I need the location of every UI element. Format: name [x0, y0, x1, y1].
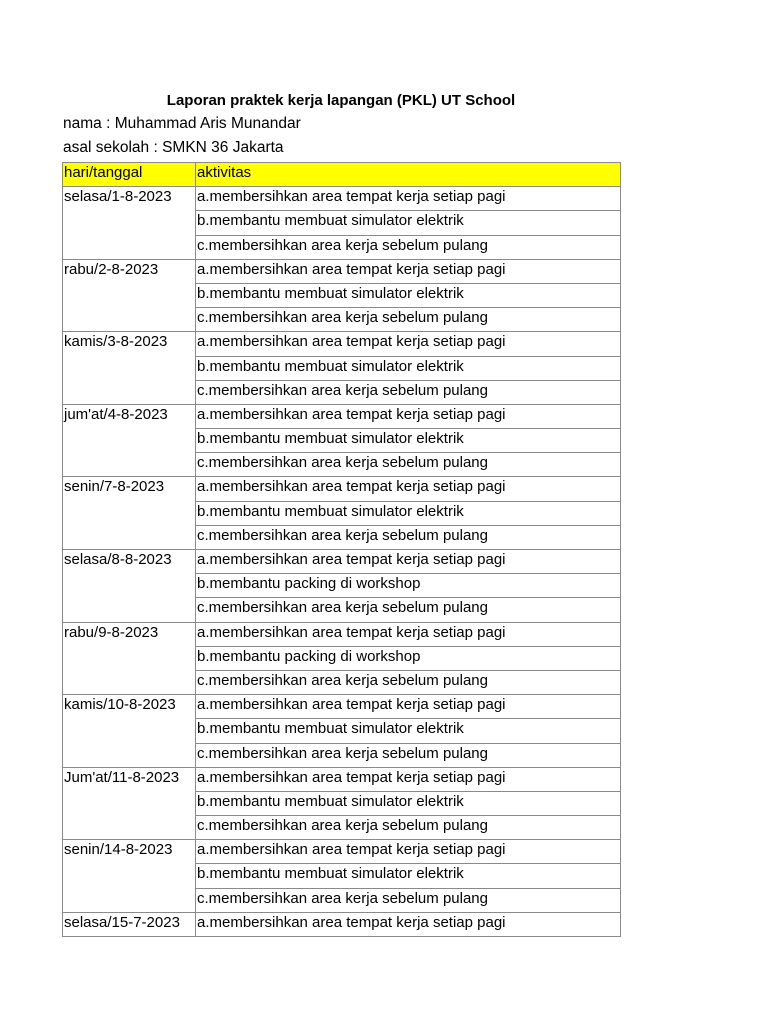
date-cell: senin/14-8-2023: [63, 840, 196, 864]
date-cell: [63, 791, 196, 815]
date-cell: [63, 574, 196, 598]
activity-cell: a.membersihkan area tempat kerja setiap pagi: [196, 767, 621, 791]
date-cell: Jum'at/11-8-2023: [63, 767, 196, 791]
table-row: [63, 791, 621, 815]
activity-cell: c.membersihkan area kerja sebelum pulang: [196, 235, 621, 259]
date-cell: [63, 864, 196, 888]
activity-cell: c.membersihkan area kerja sebelum pulang: [196, 380, 621, 404]
date-cell: [63, 598, 196, 622]
table-header-row: [63, 163, 621, 187]
date-cell: [63, 525, 196, 549]
table-row: [63, 525, 621, 549]
activity-cell: a.membersihkan area tempat kerja setiap pagi: [196, 404, 621, 428]
activity-cell: a.membersihkan area tempat kerja setiap pagi: [196, 259, 621, 283]
date-cell: [63, 211, 196, 235]
date-cell: senin/7-8-2023: [63, 477, 196, 501]
document-title: Laporan praktek kerja lapangan (PKL) UT School: [166, 92, 516, 109]
activity-cell: b.membantu membuat simulator elektrik: [196, 283, 621, 307]
table-row: [63, 719, 621, 743]
table-row: [63, 864, 621, 888]
activity-cell: c.membersihkan area kerja sebelum pulang: [196, 525, 621, 549]
activity-cell: c.membersihkan area kerja sebelum pulang: [196, 743, 621, 767]
date-cell: kamis/3-8-2023: [63, 332, 196, 356]
table-row: [63, 743, 621, 767]
activity-cell: b.membantu membuat simulator elektrik: [196, 719, 621, 743]
date-cell: [63, 283, 196, 307]
activity-cell: a.membersihkan area tempat kerja setiap pagi: [196, 912, 621, 936]
activity-cell: b.membantu packing di workshop: [196, 574, 621, 598]
activity-cell: a.membersihkan area tempat kerja setiap pagi: [196, 477, 621, 501]
table-row: [63, 767, 621, 791]
activity-cell: b.membantu membuat simulator elektrik: [196, 211, 621, 235]
activity-cell: c.membersihkan area kerja sebelum pulang: [196, 453, 621, 477]
date-cell: [63, 816, 196, 840]
activity-cell: b.membantu membuat simulator elektrik: [196, 501, 621, 525]
school-name: asal sekolah : SMKN 36 Jakarta: [63, 139, 284, 156]
table-row: [63, 211, 621, 235]
table-row: [63, 429, 621, 453]
activity-cell: b.membantu membuat simulator elektrik: [196, 356, 621, 380]
date-cell: [63, 380, 196, 404]
table-row: [63, 840, 621, 864]
date-cell: rabu/2-8-2023: [63, 259, 196, 283]
table-row: [63, 574, 621, 598]
date-cell: [63, 646, 196, 670]
table-row: [63, 235, 621, 259]
activity-cell: c.membersihkan area kerja sebelum pulang: [196, 816, 621, 840]
activity-cell: b.membantu membuat simulator elektrik: [196, 429, 621, 453]
table-row: [63, 380, 621, 404]
activity-cell: a.membersihkan area tempat kerja setiap pagi: [196, 332, 621, 356]
table-row: [63, 912, 621, 936]
date-cell: [63, 356, 196, 380]
activity-cell: b.membantu membuat simulator elektrik: [196, 864, 621, 888]
table-row: [63, 816, 621, 840]
activity-cell: c.membersihkan area kerja sebelum pulang: [196, 888, 621, 912]
activity-cell: a.membersihkan area tempat kerja setiap pagi: [196, 550, 621, 574]
table-row: [63, 283, 621, 307]
date-cell: [63, 743, 196, 767]
activity-cell: b.membantu packing di workshop: [196, 646, 621, 670]
activity-cell: a.membersihkan area tempat kerja setiap pagi: [196, 695, 621, 719]
activity-cell: b.membantu membuat simulator elektrik: [196, 791, 621, 815]
date-cell: selasa/8-8-2023: [63, 550, 196, 574]
table-row: [63, 550, 621, 574]
student-name: nama : Muhammad Aris Munandar: [63, 115, 301, 132]
date-cell: [63, 670, 196, 694]
date-cell: selasa/1-8-2023: [63, 187, 196, 211]
table-row: [63, 670, 621, 694]
activity-cell: a.membersihkan area tempat kerja setiap pagi: [196, 622, 621, 646]
table-row: [63, 259, 621, 283]
header-activity: aktivitas: [196, 163, 621, 187]
table-row: [63, 598, 621, 622]
table-row: [63, 695, 621, 719]
date-cell: [63, 308, 196, 332]
table-row: [63, 187, 621, 211]
activity-cell: a.membersihkan area tempat kerja setiap pagi: [196, 187, 621, 211]
table-row: [63, 888, 621, 912]
table-body: [63, 187, 621, 937]
table-row: [63, 477, 621, 501]
table-row: [63, 501, 621, 525]
date-cell: kamis/10-8-2023: [63, 695, 196, 719]
table-row: [63, 622, 621, 646]
table-row: [63, 308, 621, 332]
date-cell: [63, 235, 196, 259]
date-cell: selasa/15-7-2023: [63, 912, 196, 936]
activity-cell: c.membersihkan area kerja sebelum pulang: [196, 598, 621, 622]
date-cell: rabu/9-8-2023: [63, 622, 196, 646]
date-cell: jum'at/4-8-2023: [63, 404, 196, 428]
activity-table: [62, 162, 621, 937]
activity-cell: a.membersihkan area tempat kerja setiap pagi: [196, 840, 621, 864]
table-row: [63, 356, 621, 380]
table-row: [63, 453, 621, 477]
table-row: [63, 404, 621, 428]
date-cell: [63, 429, 196, 453]
table-row: [63, 646, 621, 670]
header-date: hari/tanggal: [63, 163, 196, 187]
activity-cell: c.membersihkan area kerja sebelum pulang: [196, 308, 621, 332]
date-cell: [63, 719, 196, 743]
date-cell: [63, 888, 196, 912]
table-row: [63, 332, 621, 356]
activity-cell: c.membersihkan area kerja sebelum pulang: [196, 670, 621, 694]
date-cell: [63, 501, 196, 525]
date-cell: [63, 453, 196, 477]
